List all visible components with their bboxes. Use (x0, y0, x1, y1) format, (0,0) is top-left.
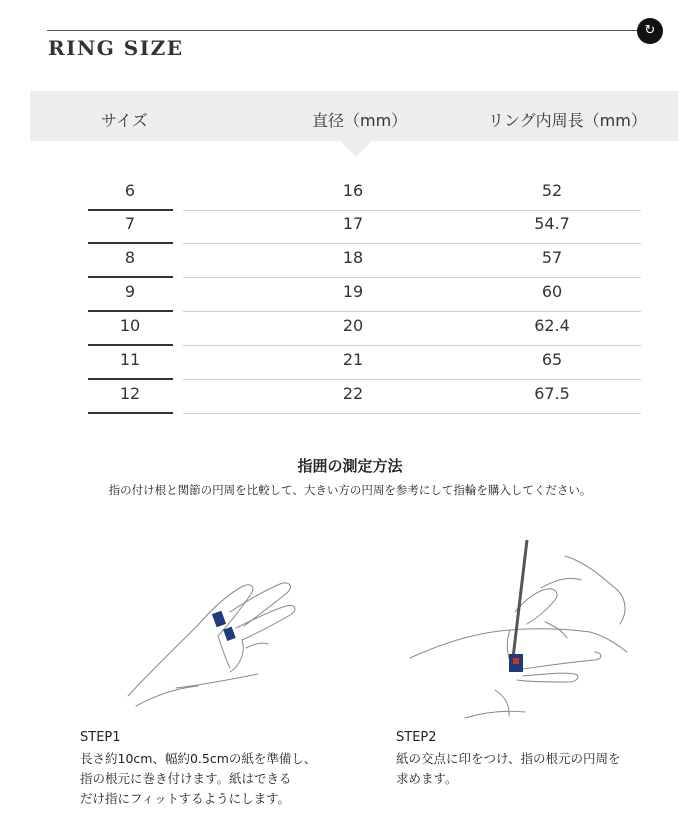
table-row (0, 177, 700, 211)
cell-circumference: 67.5 (534, 384, 570, 403)
table-row (0, 210, 700, 244)
hand-wrap-illustration (118, 570, 308, 710)
table-row (0, 244, 700, 278)
row-rule (183, 413, 641, 414)
cell-diameter: 22 (342, 384, 364, 403)
cell-size: 8 (124, 248, 136, 267)
paper-strip (223, 627, 236, 641)
step2-text: 紙の交点に印をつけ、指の根元の円周を 求めます。 (396, 751, 621, 786)
cell-diameter: 16 (342, 181, 364, 200)
table-row (0, 312, 700, 346)
cell-circumference: 60 (541, 282, 563, 301)
step2-label: STEP2 (396, 730, 437, 745)
cell-size: 9 (124, 282, 136, 301)
cell-diameter: 20 (342, 316, 364, 335)
header-circumference: リング内周長（mm） (488, 111, 647, 130)
header-diameter: 直径（mm） (312, 111, 408, 130)
table-row (0, 346, 700, 380)
header-notch (340, 141, 372, 157)
cell-size: 6 (124, 181, 136, 200)
header-size: サイズ (101, 111, 148, 130)
cell-size: 10 (119, 316, 141, 335)
refresh-circle-icon[interactable]: ↻ (637, 18, 663, 44)
paper-strip (212, 611, 226, 628)
cell-diameter: 17 (342, 214, 364, 233)
step1-text: 長さ約10cm、幅約0.5cmの紙を準備し、 指の根元に巻き付けます。紙はできる だけ指にフィットするようにします。 (80, 751, 317, 806)
step1-label: STEP1 (80, 730, 121, 745)
page-title: RING SIZE (48, 36, 184, 60)
table-row (0, 278, 700, 312)
top-divider (47, 30, 647, 31)
cell-circumference: 57 (541, 248, 563, 267)
mark-dot (513, 658, 519, 664)
cell-diameter: 21 (342, 350, 364, 369)
pen-icon (513, 540, 527, 658)
cell-size: 11 (119, 350, 141, 369)
cell-circumference: 65 (541, 350, 563, 369)
cell-diameter: 19 (342, 282, 364, 301)
cell-circumference: 52 (541, 181, 563, 200)
measure-description: 指の付け根と関節の円周を比較して、大きい方の円周を参考にして指輪を購入してください。 (108, 483, 592, 497)
table-row (0, 380, 700, 414)
hand-mark-illustration (405, 540, 640, 730)
cell-size: 12 (119, 384, 141, 403)
cell-size: 7 (124, 214, 136, 233)
measure-title: 指囲の測定方法 (297, 457, 403, 475)
cell-circumference: 62.4 (534, 316, 570, 335)
cell-diameter: 18 (342, 248, 364, 267)
cell-circumference: 54.7 (534, 214, 570, 233)
row-rule (88, 412, 173, 414)
